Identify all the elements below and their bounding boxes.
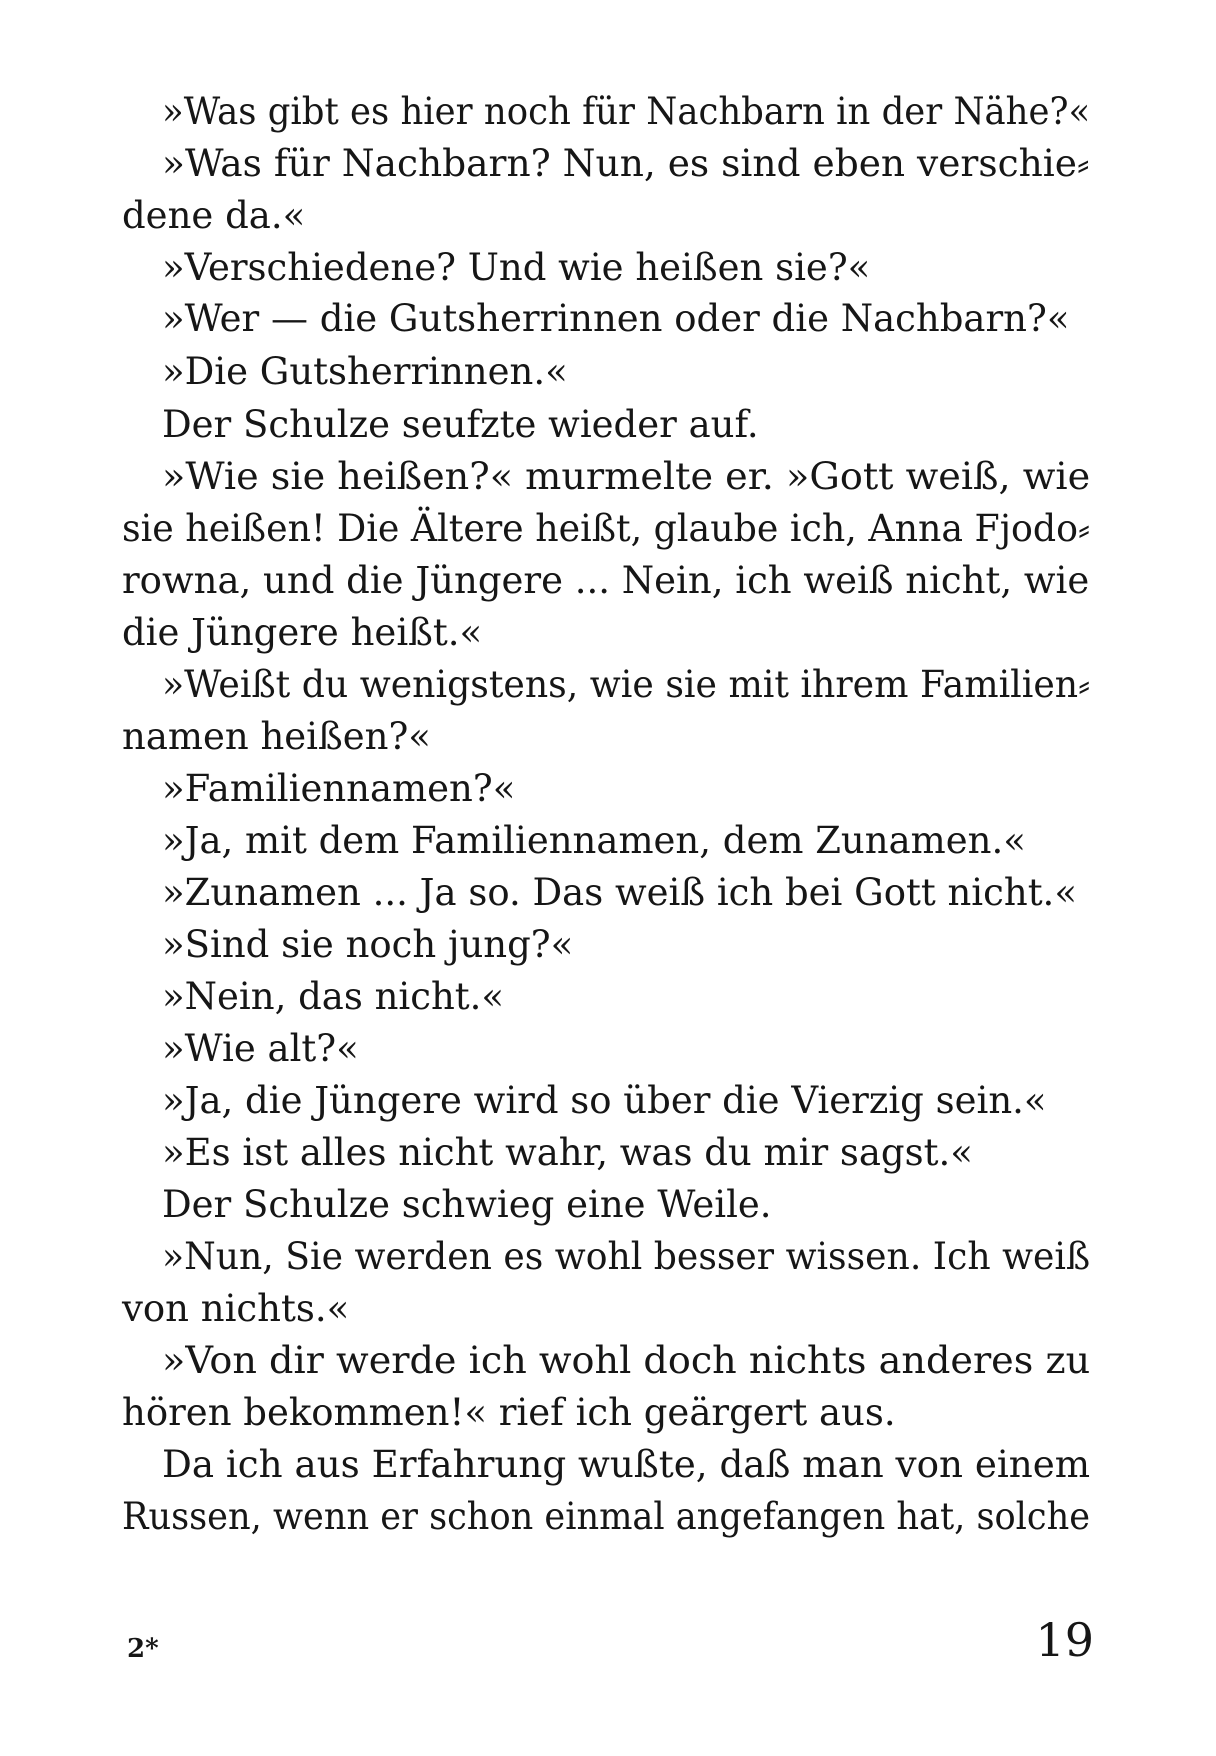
text-line: »Wie alt?« [162, 1027, 359, 1070]
text-line: »Wer — die Gutsherrinnen oder die Nachbarn?« [162, 297, 1070, 340]
text-line: »Von dir werde ich wohl doch nichts anderes zu [162, 1339, 1091, 1382]
text-line: »Verschiedene? Und wie heißen sie?« [162, 246, 871, 289]
text-line: »Weißt du wenigstens, wie sie mit ihrem Familien⸗ [162, 663, 1091, 706]
text-line: »Zunamen ... Ja so. Das weiß ich bei Gott nicht.« [162, 871, 1077, 914]
text-line: rowna, und die Jüngere ... Nein, ich weiß nicht, wie [122, 559, 1090, 602]
text-line: dene da.« [122, 194, 306, 237]
text-line: »Sind sie noch jung?« [162, 923, 574, 966]
text-line: »Familiennamen?« [162, 767, 516, 810]
text-line: »Was für Nachbarn? Nun, es sind eben verschie⸗ [162, 142, 1090, 185]
text-line: »Ja, mit dem Familiennamen, dem Zunamen.« [162, 819, 1026, 862]
text-line: Russen, wenn er schon einmal angefangen hat, solche [122, 1495, 1091, 1538]
printer-signature-mark: 2* [127, 1634, 159, 1664]
text-line: Der Schulze schwieg eine Weile. [162, 1183, 772, 1226]
text-line: »Nun, Sie werden es wohl besser wissen. Ich weiß [162, 1235, 1091, 1278]
text-line: Da ich aus Erfahrung wußte, daß man von einem [162, 1443, 1091, 1486]
text-line: »Es ist alles nicht wahr, was du mir sagst.« [162, 1131, 973, 1174]
text-line: »Ja, die Jüngere wird so über die Vierzig sein.« [162, 1079, 1047, 1122]
text-line: »Was gibt es hier noch für Nachbarn in der Nähe?« [162, 90, 1091, 133]
text-line: »Wie sie heißen?« murmelte er. »Gott weiß, wie [162, 455, 1091, 498]
text-line: »Die Gutsherrinnen.« [162, 350, 568, 393]
text-line: Der Schulze seufzte wieder auf. [162, 403, 759, 446]
text-line: von nichts.« [122, 1287, 350, 1330]
text-line: hören bekommen!« rief ich geärgert aus. [122, 1391, 896, 1434]
page-number: 19 [1035, 1613, 1094, 1667]
text-line: »Nein, das nicht.« [162, 975, 505, 1018]
text-line: sie heißen! Die Ältere heißt, glaube ich, Anna Fjodo⸗ [122, 507, 1091, 550]
text-line: die Jüngere heißt.« [122, 611, 483, 654]
text-line: namen heißen?« [122, 715, 431, 758]
